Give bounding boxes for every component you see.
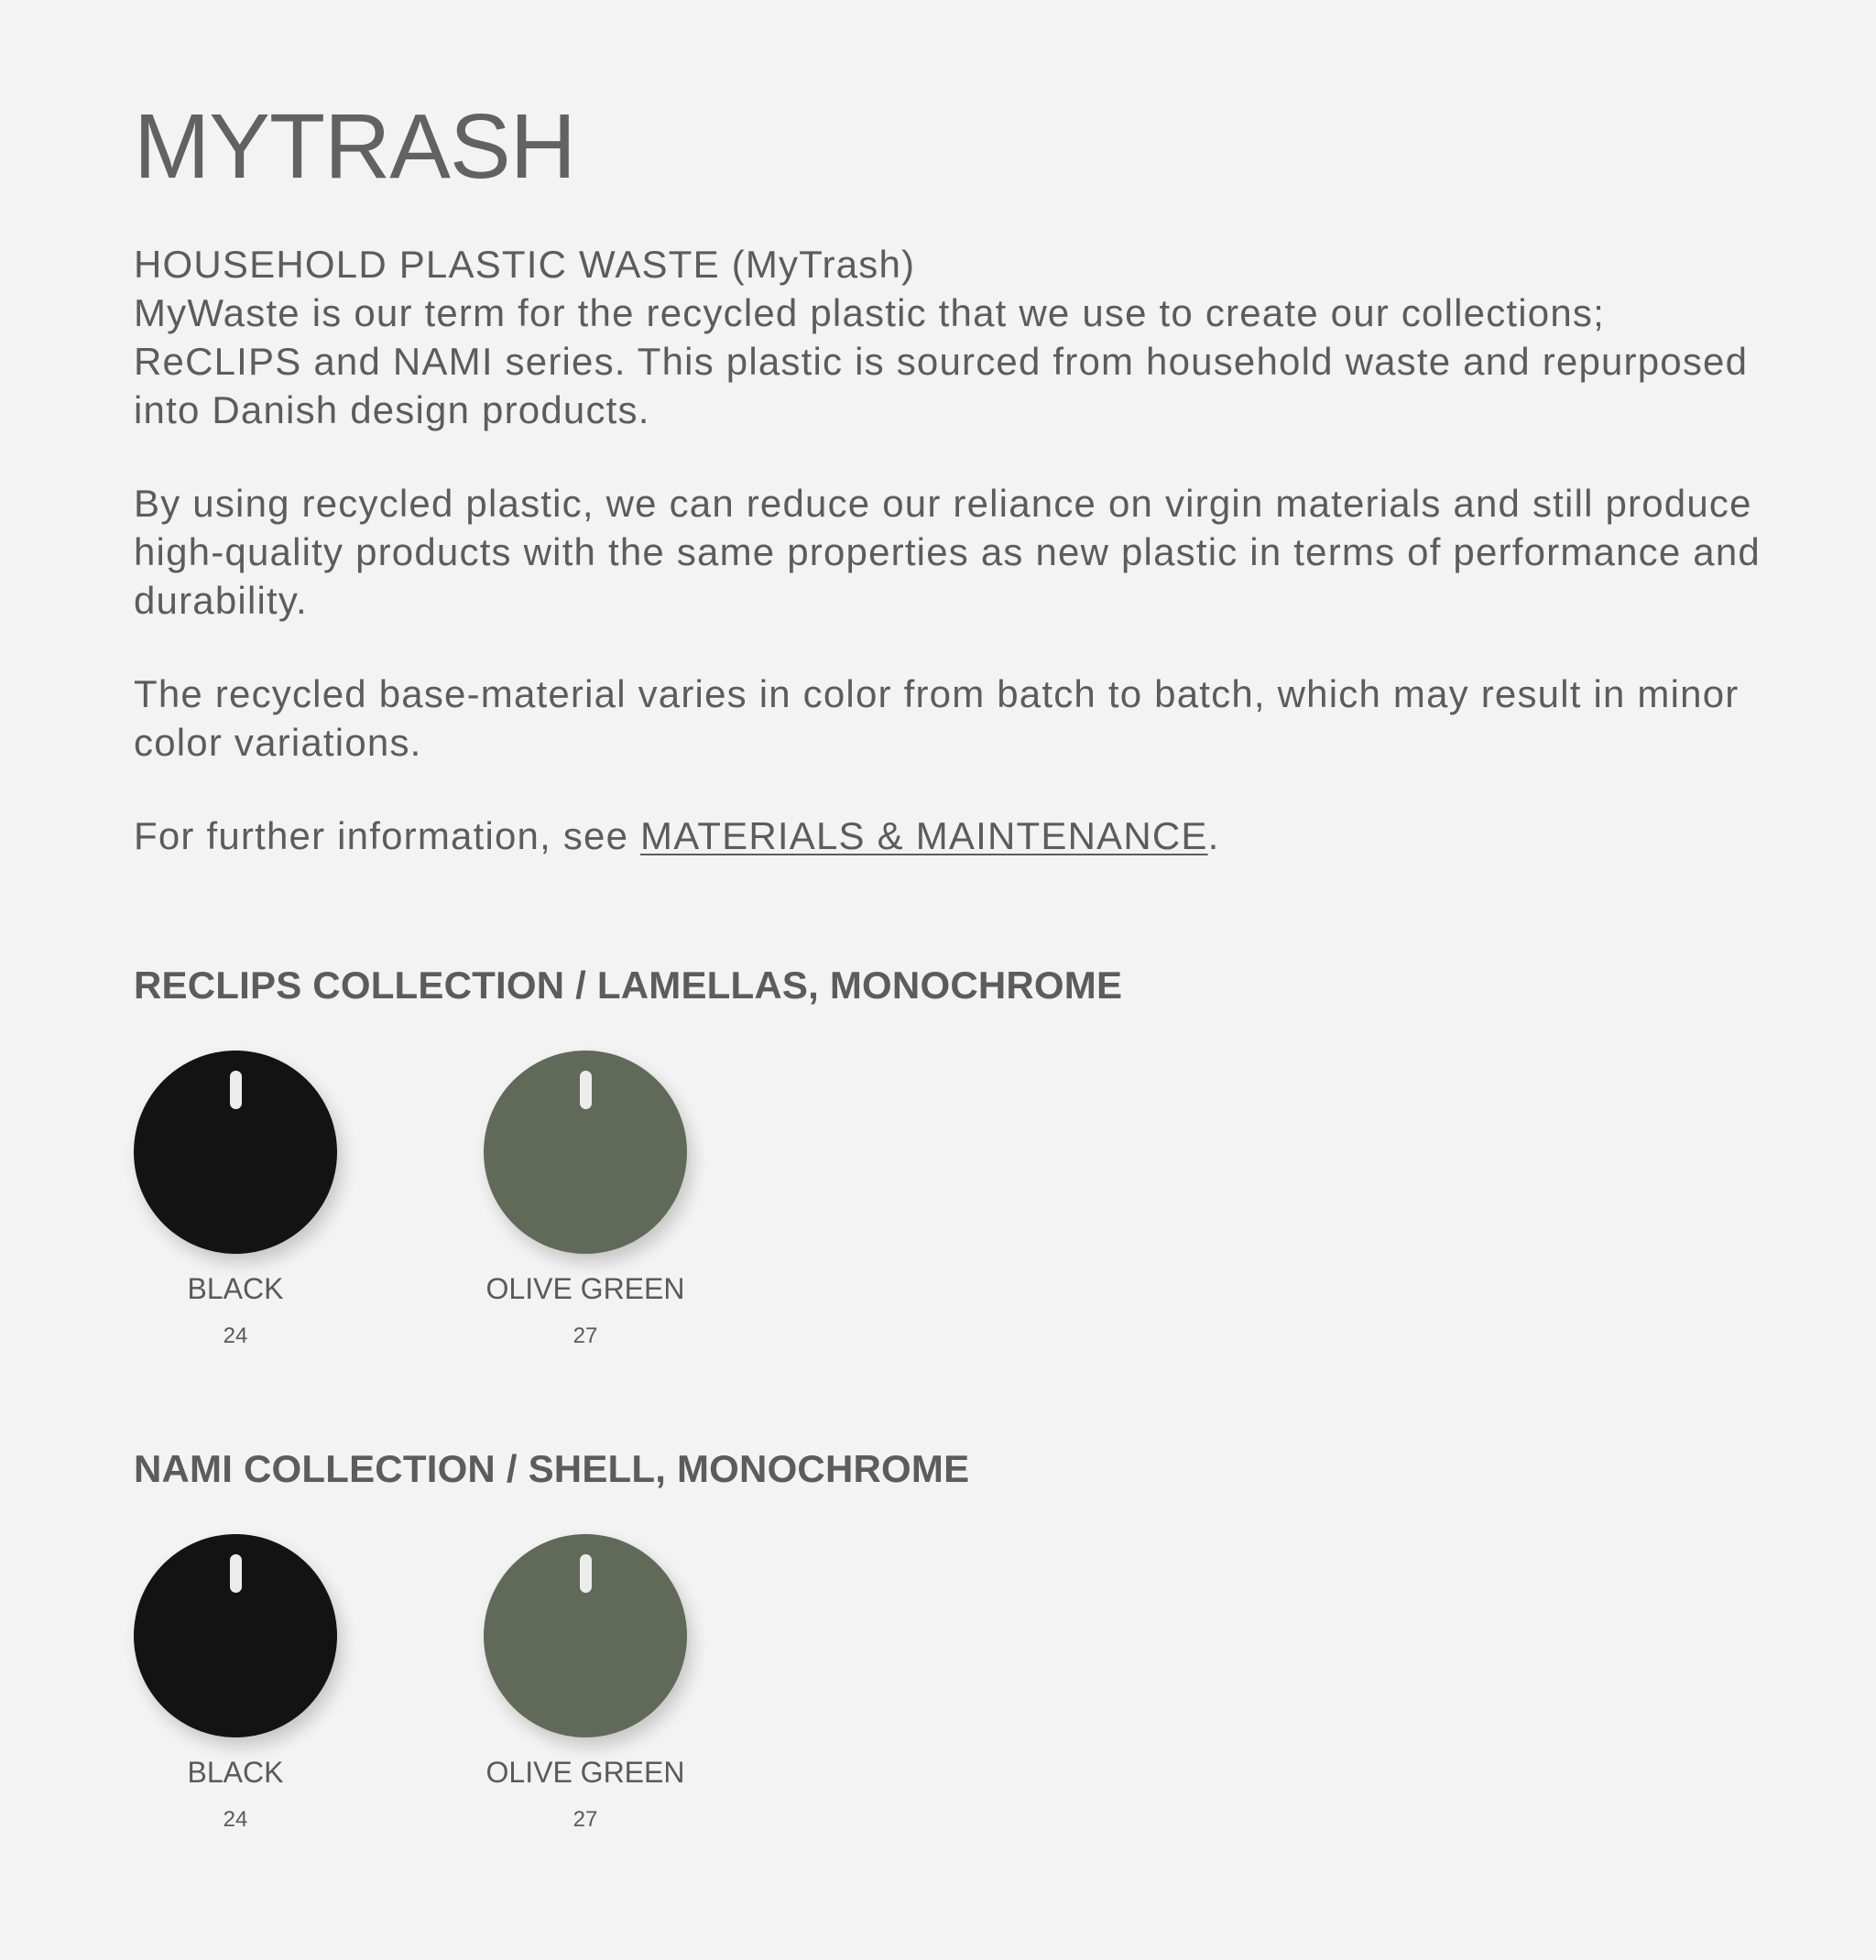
swatch-olive-green[interactable] <box>484 1051 687 1347</box>
swatch-black[interactable] <box>134 1051 337 1347</box>
color-knob[interactable] <box>484 1051 687 1254</box>
swatch-name: OLIVE GREEN <box>485 1272 685 1305</box>
section-title: RECLIPS COLLECTION / LAMELLAS, MONOCHROME <box>134 964 1123 1007</box>
swatch-code: 27 <box>573 1323 598 1348</box>
paragraph-1-text: MyWaste is our term for the recycled plastic that we use to create our collections; ReCLIPS and NAMI series. This plastic is sourced from household waste and repurposed into Danish design products. <box>134 291 1749 431</box>
section-reclips <box>134 966 1783 1347</box>
further-info <box>134 811 1783 860</box>
color-knob[interactable] <box>134 1534 337 1737</box>
swatch-name: BLACK <box>187 1756 284 1789</box>
further-info-suffix: . <box>1207 814 1220 857</box>
intro-paragraph-2: By using recycled plastic, we can reduce our reliance on virgin materials and still produce high-quality products with the same properties as new plastic in terms of performance and durability. <box>134 482 1761 622</box>
knob-notch <box>230 1071 242 1109</box>
swatch-code: 27 <box>573 1807 598 1832</box>
section-nami <box>134 1447 1783 1832</box>
swatch-black[interactable] <box>134 1534 337 1831</box>
page-title: MYTRASH <box>134 95 575 198</box>
knob-notch <box>580 1554 592 1593</box>
knob-notch <box>580 1071 592 1109</box>
swatch-code: 24 <box>223 1323 248 1348</box>
materials-maintenance-link[interactable]: MATERIALS & MAINTENANCE <box>640 814 1208 857</box>
swatch-name: OLIVE GREEN <box>485 1756 685 1789</box>
knob-notch <box>230 1554 242 1593</box>
page-content <box>134 95 1783 1832</box>
swatch-name: BLACK <box>187 1272 284 1305</box>
intro-paragraph-3: The recycled base-material varies in color from batch to batch, which may result in minor color variations. <box>134 672 1740 764</box>
swatch-olive-green[interactable] <box>484 1534 687 1831</box>
swatch-code: 24 <box>223 1807 248 1832</box>
section-title: NAMI COLLECTION / SHELL, MONOCHROME <box>134 1447 970 1490</box>
swatch-list <box>134 1051 1783 1347</box>
intro-text <box>134 240 1783 860</box>
swatch-list <box>134 1534 1783 1831</box>
intro-paragraph-1 <box>134 240 1783 434</box>
color-knob[interactable] <box>484 1534 687 1737</box>
subtitle: HOUSEHOLD PLASTIC WASTE (MyTrash) <box>134 243 916 286</box>
color-knob[interactable] <box>134 1051 337 1254</box>
further-info-prefix: For further information, see <box>134 814 641 857</box>
